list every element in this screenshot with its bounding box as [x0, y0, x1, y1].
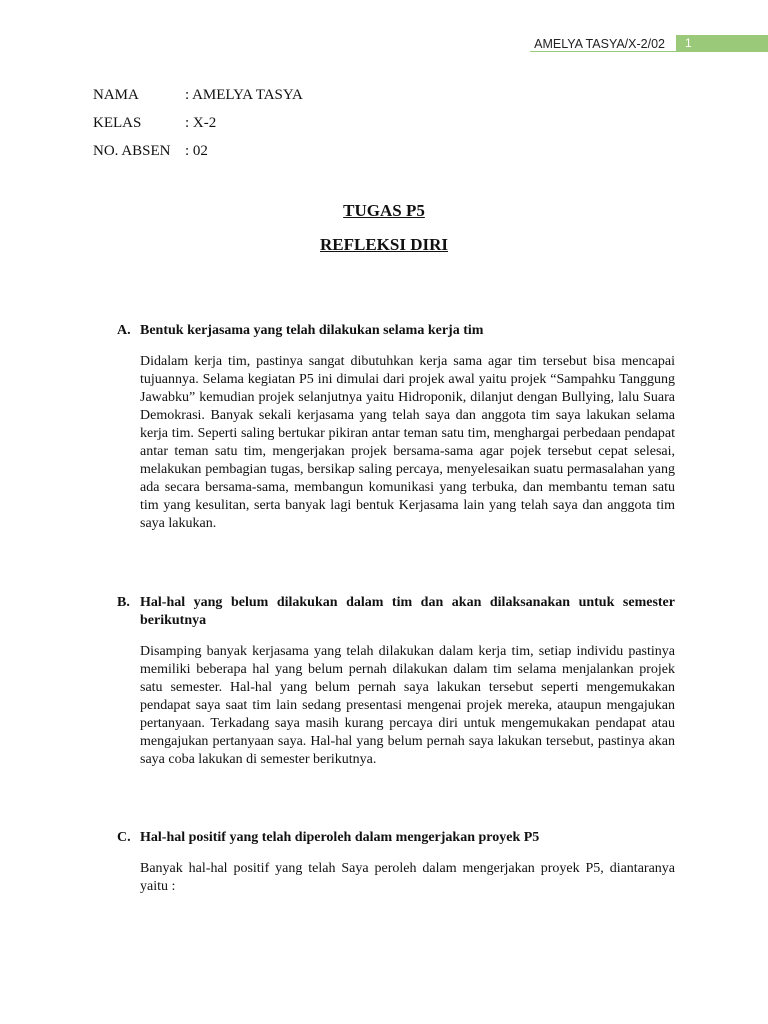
student-identity [93, 87, 303, 171]
section-body: Disamping banyak kerjasama yang telah dilakukan dalam kerja tim, setiap individu pastinya memiliki beberapa hal yang belum pernah dilakukan dalam tim selama menjalankan projek satu semester. Hal-hal yang belum pernah saya lakukan tersebut seperti mengemukakan pendapat saya saat tim lain sedang presentasi mengenai projek mereka, ataupun mengajukan pertanyaan. Terkadang saya masih kurang percaya diri untuk mengemukakan pendapat atau mengajukan pertanyaan saya. Hal-hal yang belum pernah saya lakukan tersebut, pastinya akan saya coba lakukan di semester berikutnya. [140, 644, 675, 767]
identity-row-name [93, 87, 303, 115]
section-heading [117, 322, 675, 340]
section-body: Didalam kerja tim, pastinya sangat dibutuhkan kerja sama agar tim tersebut bisa mencapai tujuannya. Selama kegiatan P5 ini dimulai dari projek awal yaitu projek “Sampahku Tanggung Jawabku” kemudian projek selanjutnya yaitu Hidroponik, dilanjut dengan Bullying, lalu Suara Demokrasi. Banyak sekali kerjasama yang telah saya dan anggota tim saya lakukan selama kerja tim. Seperti saling bertukar pikiran antar teman satu tim, menghargai perbedaan pendapat antar teman satu tim, mengerjakan projek bersama-sama agar pojek tersebut cepat selesai, melakukan pembagian tugas, bersikap saling percaya, menyelesaikan suatu permasalahan yang ada secara bersama-sama, membangun komunikasi yang terbuka, dan membantu teman satu tim yang kesulitan, serta banyak lagi bentuk Kerjasama lain yang telah saya dan anggota tim saya lakukan. [140, 354, 675, 531]
identity-label: NAMA [93, 87, 139, 103]
section-b [117, 594, 675, 783]
section-title: Hal-hal yang belum dilakukan dalam tim dan akan dilaksanakan untuk semester berikutnya [140, 595, 675, 628]
section-heading [117, 594, 675, 630]
section-body: Banyak hal-hal positif yang telah Saya peroleh dalam mengerjakan proyek P5, diantaranya yaitu : [140, 861, 675, 894]
running-header-title: AMELYA TASYA/X-2/02 [534, 37, 665, 51]
header-rule [530, 51, 768, 52]
identity-label: KELAS [93, 115, 142, 131]
identity-row-class [93, 115, 303, 143]
document-title: TUGAS P5 [343, 201, 425, 220]
identity-label: NO. ABSEN [93, 143, 171, 159]
document-subtitle: REFLEKSI DIRI [319, 235, 448, 254]
document-titles [0, 200, 768, 268]
section-c [117, 829, 675, 910]
identity-row-number [93, 143, 303, 171]
section-a [117, 322, 675, 547]
page-number-badge: 1 [676, 35, 768, 51]
section-heading [117, 829, 675, 847]
section-letter: C. [117, 830, 131, 845]
section-title: Bentuk kerjasama yang telah dilakukan selama kerja tim [140, 323, 484, 338]
identity-value: : X-2 [185, 115, 217, 131]
section-letter: A. [117, 323, 131, 338]
section-title: Hal-hal positif yang telah diperoleh dalam mengerjakan proyek P5 [140, 830, 540, 845]
identity-value: : AMELYA TASYA [185, 87, 303, 103]
identity-value: : 02 [185, 143, 208, 159]
section-letter: B. [117, 595, 130, 610]
